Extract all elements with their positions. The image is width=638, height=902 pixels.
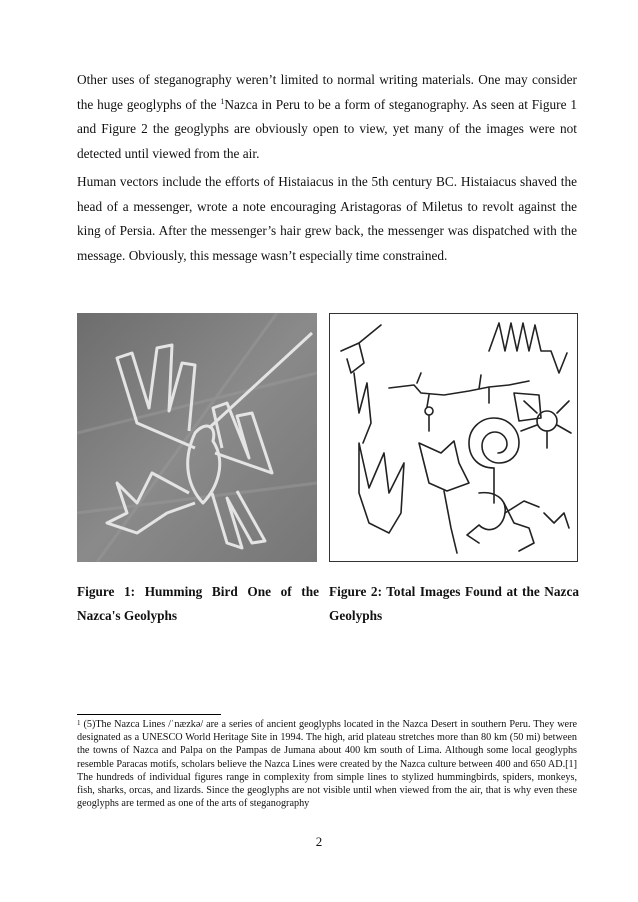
paragraph-nazca-part1: Other uses of steganography weren’t limited to normal writing materials. One may consider the huge geoglyphs of the [77,72,577,112]
footnote-divider [77,714,221,715]
figure2-caption: Figure 2: Total Images Found at the Nazca Geolyphs [329,584,579,623]
paragraph-nazca [77,68,577,166]
figure1-caption: Figure 1: Humming Bird One of the Nazca's Geolyphs [77,584,319,623]
hummingbird-photo [77,313,317,562]
page-number: 2 [315,834,323,849]
footnote-ref: 1 [220,96,225,106]
footnote-text: (5)The Nazca Lines /ˈnæzkə/ are a series of ancient geoglyphs located in the Nazca Desert in southern Peru. They were designated as a UNESCO World Heritage Site in 1994. The high, arid plateau stretches more than 80 km (50 mi) between the towns of Nazca and Palpa on the Pampas de Jumana about 400 km south of Lima. Although some local geoglyphs resemble Paracas motifs, scholars believe the Nazca Lines were created by the Nazca culture between 400 and 650 AD.[1] The hundreds of individual figures range in complexity from simple lines to stylized hummingbirds, spiders, monkeys, fish, sharks, orcas, and lizards. Since the geoglyphs are not visible until when viewed from the air, that is why even these geoglyphs are termed as one of the arts of steganography [77,719,577,810]
paragraph-histaiacus: Human vectors include the efforts of Histaiacus in the 5th century BC. Histaiacus shaved the head of a messenger, wrote a note encouraging Aristagoras of Miletus to revolt against the king of Persia. After the messenger’s hair grew back, the messenger was dispatched with the message. Obviously, this message wasn’t especially time constrained. [77,174,577,263]
nazca-figures-drawing [329,313,578,562]
paragraph-nazca-part2: Nazca in Peru to be a form of steganography. As seen at Figure 1 and Figure 2 the geoglyphs are obviously open to view, yet many of the images were not detected until viewed from the air. [77,96,577,161]
footnote [77,718,577,810]
footnote-marker: 1 [77,719,81,727]
figure-frame [329,313,578,562]
